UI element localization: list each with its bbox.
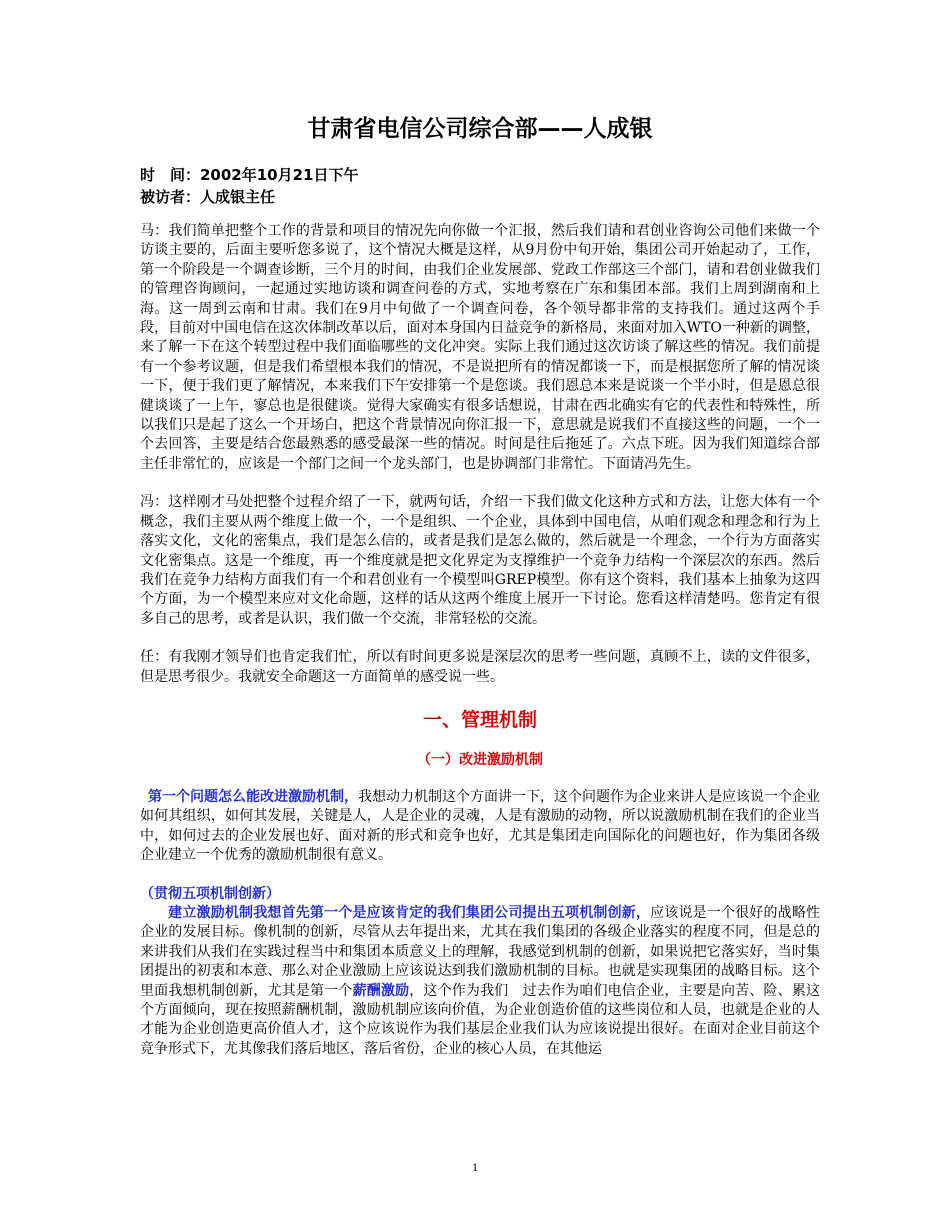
- section-heading-management-mechanism: 一、管理机制: [422, 708, 537, 731]
- interview-time: 时 间：2002年10月21日下午: [140, 166, 359, 184]
- paragraph-incentive: [140, 788, 820, 866]
- five-items-text-part1: 应该说是一个很好的战略性企业的发展目标。像机制的创新，尽管从去年提出来，尤其在我们集团的各级企业落实的程度不同，但是总的来讲我们从我们在实践过程当中和集团本质意义上的理解，我感觉到机制的创新，如果说把它落实好，当时集团提出的初衷和本意、那么对企业激励上应该说达到我们激励机制的目标。也就是实现集团的战略目标。这个里面我想机制创新，尤其是第一个: [140, 904, 821, 999]
- paragraph-ma: 马：我们简单把整个工作的背景和项目的情况先向你做一个汇报，然后我们请和君创业咨询公司他们来做一个访谈主要的，后面主要听您多说了，这个情况大概是这样，从9月份中旬开始，集团公司开始起动了，工作，第一个阶段是一个调查诊断，三个月的时间，由我们企业发展部、党政工作部这三个部门，请和君创业做我们的管理咨询顾问，一起通过实地访谈和调查问卷的方式，实地考察在广东和集团本部。我们上周到湖南和上海。这一周到云南和甘肃。我们在9月中旬做了一个调查问卷，各个领导都非常的支持我们。通过这两个手段，目前对中国电信在这次体制改革以后，面对本身国内日益竞争的新格局，来面对加入WTO一种新的调整，来了解一下在这个转型过程中我们面临哪些的文化冲突。实际上我们通过这次访谈了解这些的情况。我们前提有一个参考议题，但是我们希望根本我们的情况，不是说把所有的情况都谈一下，而是根据您所了解的情况谈一下，便于我们更了解情况，本来我们下午安排第一个是您谈。我们恩总本来是说谈一个半小时，但是恩总很健谈谈了一上午，寥总也是很健谈。觉得大家确实有很多话想说，甘肃在西北确实有它的代表性和特殊性，所以我们只是起了这么一个开场白，把这个背景情况向你汇报一下，意思就是说我们不直接这些的问题，一个一个去回答，主要是结合您最熟悉的感受最深一些的情况。时间是往后拖延了。六点下班。因为我们知道综合部主任非常忙的，应该是一个部门之间一个龙头部门，也是协调部门非常忙。下面请冯先生。: [140, 223, 820, 472]
- subsection-heading-incentive: （一）改进激励机制: [417, 751, 543, 768]
- paragraph-feng: 冯：这样刚才马处把整个过程介绍了一下，就两句话，介绍一下我们做文化这种方式和方法，让您大体有一个概念，我们主要从两个维度上做一个，一个是组织、一个企业，具体到中国电信，从咱们观念和理念和行为上落实文化，文化的密集点，我们是怎么信的，或者是我们是怎么做的，然后就是一个理念，一个行为方面落实文化密集点。这是一个维度，再一个维度就是把文化界定为支撑维护一个竞争力结构一个深层次的东西。然后我们在竞争力结构方面我们有一个和君创业有一个模型叫GREP模型。你有这个资料，我们基本上抽象为这四个方面，为一个模型来应对文化命题，这样的话从这两个维度上展开一下讨论。您看这样清楚吗。您肯定有很多自己的思考，或者是认识，我们做一个交流，非常轻松的交流。: [140, 494, 820, 627]
- paragraph-ren: 任：有我刚才领导们也肯定我们忙，所以有时间更多说是深层次的思考一些问题，真顾不上，读的文件很多，但是思考很少。我就安全命题这一方面简单的感受说一些。: [140, 649, 820, 685]
- interview-meta: [140, 164, 820, 208]
- salary-incentive-bold: 薪酬激励: [352, 982, 410, 999]
- incentive-lead-bold: 第一个问题怎么能改进激励机制，: [148, 788, 358, 805]
- five-items-lead-bold: 建立激励机制我想首先第一个是应该肯定的我们集团公司提出五项机制创新，: [168, 904, 651, 921]
- document-title: 甘肃省电信公司综合部——人成银: [307, 116, 653, 142]
- document-body: [140, 112, 820, 1059]
- paragraph-five-items: [140, 904, 820, 1059]
- five-items-label: （贯彻五项机制创新）: [140, 885, 280, 902]
- interviewee: 被访者：人成银主任: [140, 188, 276, 206]
- page-number: 1: [472, 1160, 478, 1174]
- incentive-rest: 我想动力机制这个方面讲一下，这个问题作为企业来讲人是应该说一个企业如何其组织，如何其发展，关键是人，人是企业的灵魂，人是有激励的动物，所以说激励机制在我们的企业当中，如何过去的企业发展也好、面对新的形式和竞争也好，尤其是集团走向国际化的问题也好，作为集团各级企业建立一个优秀的激励机制很有意义。: [140, 788, 820, 864]
- five-items-text-part2: ，这个作为我们 过去作为咱们电信企业，主要是向苦、险、累这个方面倾向，现在按照薪酬机制，激励机制应该向价值，为企业创造价值的这些岗位和人员，也就是企业的人才能为企业创造更高价值人才，这个应该说作为我们基层企业我们认为应该说提出很好。在面对企业目前这个竞争形式下，尤其像我们落后地区，落后省份，企业的核心人员，在其他运: [140, 982, 821, 1057]
